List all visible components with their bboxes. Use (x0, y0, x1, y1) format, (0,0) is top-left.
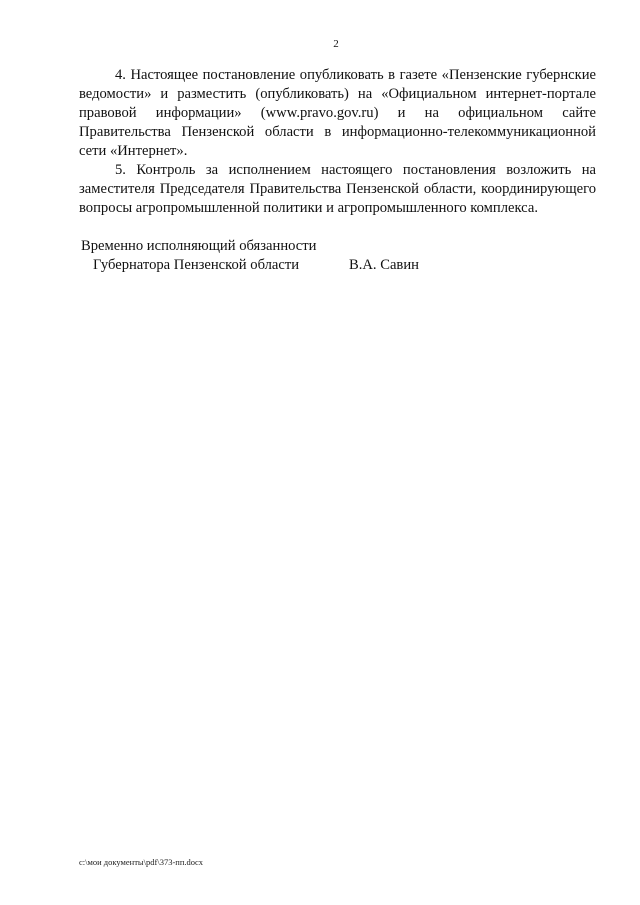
footer-file-path: c:\мои документы\pdf\373-пп.docx (79, 857, 204, 867)
paragraph-5: 5. Контроль за исполнением настоящего постановления возложить на заместителя Председателя Правительства Пензенской области, координирующего вопросы агропромышленной политики и агропромышленного комплекса. (79, 162, 596, 216)
signature-block (81, 237, 501, 275)
signatory-name: В.А. Савин (349, 257, 419, 273)
signatory-title-line2: Губернатора Пензенской области (93, 257, 300, 273)
signatory-title-line1: Временно исполняющий обязанности (81, 238, 317, 254)
page-number: 2 (333, 38, 339, 50)
document-body (79, 66, 596, 218)
paragraph-4: 4. Настоящее постановление опубликовать в газете «Пензенские губернские ведомости» и разместить (опубликовать) на «Официальном интернет-портале правовой информации» (www.pravo.gov.ru) и на официальном сайте Правительства Пензенской области в информационно-телекоммуникационной сети «Интернет». (79, 67, 596, 159)
